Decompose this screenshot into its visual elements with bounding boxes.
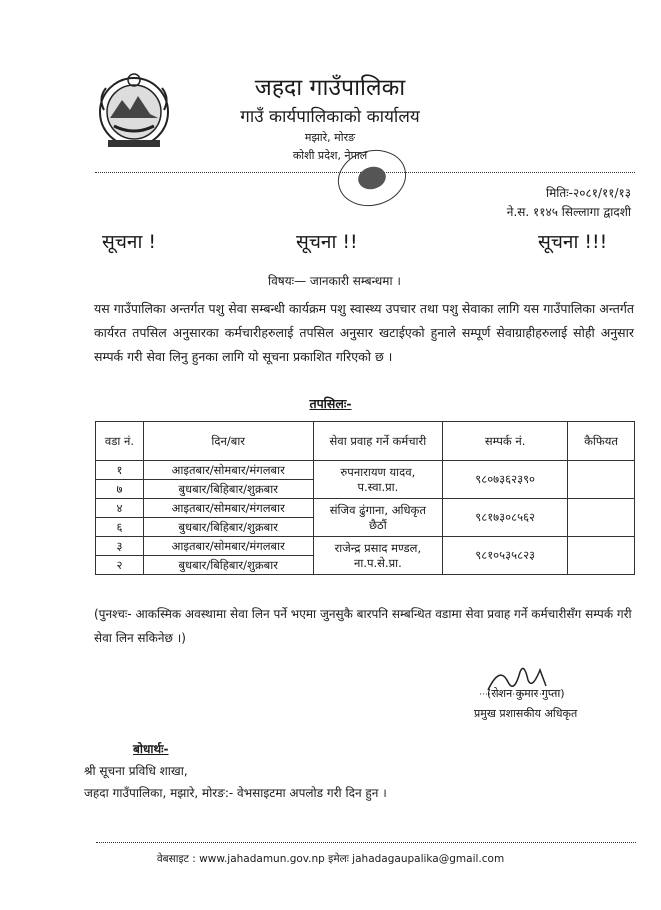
staff-schedule-table <box>95 421 635 575</box>
notice-label-3: सूचना !!! <box>538 231 608 253</box>
phone-cell: ९८१७३०८५६२ <box>443 499 568 537</box>
ward-cell: ३ <box>96 537 144 556</box>
table-header-row <box>96 422 635 461</box>
cc-line-1: श्री सूचना प्रविधि शाखा, <box>84 764 188 778</box>
footer-divider <box>96 842 636 843</box>
cc-heading: बोधार्थः- <box>133 742 169 756</box>
remarks-cell <box>568 537 635 575</box>
staff-cell: रुपनारायण यादव, प.स्वा.प्रा. <box>313 461 443 499</box>
phone-cell: ९८०७३६२३९० <box>443 461 568 499</box>
nepal-sambat-date: ने.स. ११४५ सिल्लागा द्वादशी <box>506 205 631 219</box>
office-stamp <box>335 148 410 208</box>
col-staff: सेवा प्रवाह गर्ने कर्मचारी <box>313 422 443 461</box>
ward-cell: ४ <box>96 499 144 518</box>
office-name: गाउँ कार्यपालिकाको कार्यालय <box>240 107 420 127</box>
table-row <box>96 461 635 480</box>
place: मझारे, मोरङ <box>304 131 356 144</box>
col-ward: वडा नं. <box>96 422 144 461</box>
details-heading: तपसिलः- <box>309 396 352 411</box>
days-cell: आइतबार/सोमबार/मंगलबार <box>143 537 313 556</box>
cc-line-2: जहदा गाउँपालिका, मझारे, मोरङ:- वेभसाइटमा अपलोड गरी दिन हुन । <box>84 786 387 800</box>
ward-cell: ७ <box>96 480 144 499</box>
staff-cell: संजिव ढुंगाना, अधिकृत छैठौं <box>313 499 443 537</box>
ward-cell: १ <box>96 461 144 480</box>
col-remarks: कैफियत <box>568 422 635 461</box>
days-cell: आइतबार/सोमबार/मंगलबार <box>143 461 313 480</box>
days-cell: आइतबार/सोमबार/मंगलबार <box>143 499 313 518</box>
ward-cell: २ <box>96 556 144 575</box>
ward-cell: ६ <box>96 518 144 537</box>
postscript-note: (पुनश्चः- आकस्मिक अवस्थामा सेवा लिन पर्ने भएमा जुनसुकै बारपनि सम्बन्धित वडामा सेवा प्रवाह गर्ने कर्मचारीसँग सम्पर्क गरी सेवा लिन सकिनेछ ।) <box>94 607 632 645</box>
phone-cell: ९८१०५३५८२३ <box>443 537 568 575</box>
signatory-name: (रोशन कुमार गुप्ता) <box>487 687 565 700</box>
notice-paragraph: यस गाउँपालिका अन्तर्गत पशु सेवा सम्बन्धी कार्यक्रम पशु स्वास्थ्य उपचार तथा पशु सेवाका लागि यस गाउँपालिका अन्तर्गत कार्यरत तपसिल अनुसारका कर्मचारीहरुलाई तपसिल अनुसार खटाईएको हुनाले सम्पूर्ण सेवाग्राहीहरुलाई सोही अनुसार सम्पर्क गरी सेवा लिनु हुनका लागि यो सूचना प्रकाशित गरिएको छ । <box>94 301 634 364</box>
notice-label-2: सूचना !! <box>296 231 358 253</box>
days-cell: बुधबार/बिहिबार/शुक्रबार <box>143 518 313 537</box>
remarks-cell <box>568 461 635 499</box>
notice-label-1: सूचना ! <box>102 231 157 253</box>
col-contact: सम्पर्क नं. <box>443 422 568 461</box>
col-day: दिन/बार <box>143 422 313 461</box>
staff-cell: राजेन्द्र प्रसाद मण्डल, ना.प.से.प्रा. <box>313 537 443 575</box>
province: कोशी प्रदेश, नेपाल <box>292 149 368 162</box>
org-name: जहदा गाउँपालिका <box>254 75 406 101</box>
letter-date: मितिः-२०८१/११/१३ <box>546 186 631 200</box>
days-cell: बुधबार/बिहिबार/शुक्रबार <box>143 556 313 575</box>
table-row <box>96 499 635 518</box>
signatory-title: प्रमुख प्रशासकीय अधिकृत <box>474 707 578 720</box>
days-cell: बुधबार/बिहिबार/शुक्रबार <box>143 480 313 499</box>
table-row <box>96 537 635 556</box>
remarks-cell <box>568 499 635 537</box>
subject-line: विषयः— जानकारी सम्बन्धमा । <box>268 274 401 288</box>
footer-contact: वेबसाइट : www.jahadamun.gov.np इमेलः jahadagaupalika@gmail.com <box>156 853 505 865</box>
